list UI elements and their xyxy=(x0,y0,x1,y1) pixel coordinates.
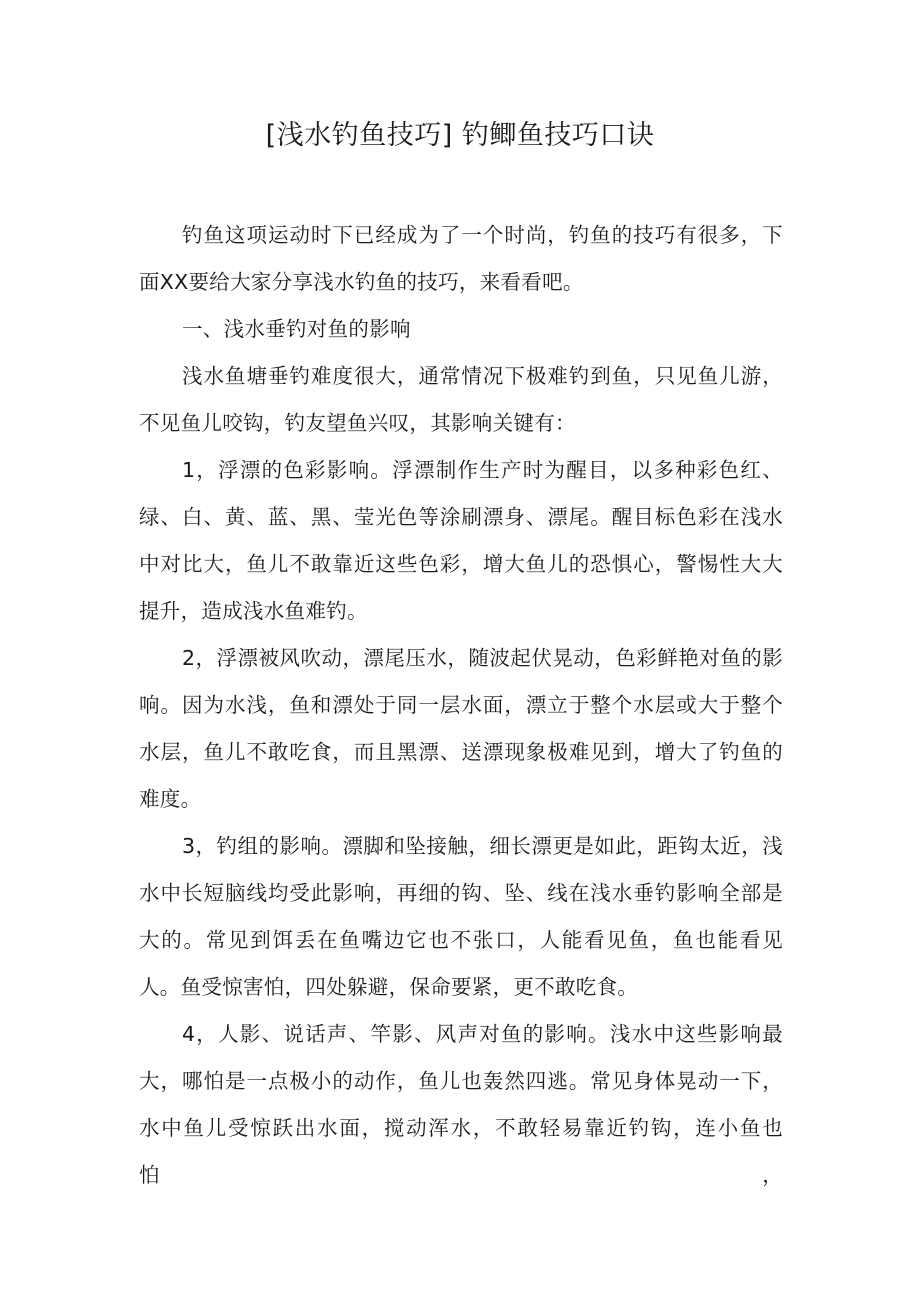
paragraph-point-3: 3，钓组的影响。漂脚和坠接触，细长漂更是如此，距钩太近，浅水中长短脑线均受此影响，再细的钩、坠、线在浅水垂钓影响全部是大的。常见到饵丢在鱼嘴边它也不张口，人能看见鱼，鱼也能看见人。鱼受惊害怕，四处躲避，保命要紧，更不敢吃食。 xyxy=(139,834,783,999)
paragraph-point-4: 4，人影、说话声、竿影、风声对鱼的影响。浅水中这些影响最大，哪怕是一点极小的动作，鱼儿也轰然四逃。常见身体晃动一下，水中鱼儿受惊跃出水面，搅动浑水，不敢轻易靠近钓钩，连小鱼也怕， xyxy=(139,1022,783,1187)
paragraph-intro: 钓鱼这项运动时下已经成为了一个时尚，钓鱼的技巧有很多，下面XX要给大家分享浅水钓鱼的技巧，来看看吧。 xyxy=(139,223,783,294)
document-title: [浅水钓鱼技巧] 钓鲫鱼技巧口诀 xyxy=(265,120,655,151)
paragraph-point-1: 1，浮漂的色彩影响。浮漂制作生产时为醒目，以多种彩色红、绿、白、黄、蓝、黑、莹光色等涂刷漂身、漂尾。醒目标色彩在浅水中对比大，鱼儿不敢靠近这些色彩，增大鱼儿的恐惧心，警惕性大大提升，造成浅水鱼难钓。 xyxy=(139,458,783,623)
paragraph-point-2: 2，浮漂被风吹动，漂尾压水，随波起伏晃动，色彩鲜艳对鱼的影响。因为水浅，鱼和漂处于同一层水面，漂立于整个水层或大于整个水层，鱼儿不敢吃食，而且黑漂、送漂现象极难见到，增大了钓鱼的难度。 xyxy=(139,646,783,811)
section-heading: 一、浅水垂钓对鱼的影响 xyxy=(182,317,411,341)
document-body xyxy=(139,212,783,1199)
paragraph-overview: 浅水鱼塘垂钓难度很大，通常情况下极难钓到鱼，只见鱼儿游，不见鱼儿咬钩，钓友望鱼兴叹，其影响关键有： xyxy=(139,364,783,435)
